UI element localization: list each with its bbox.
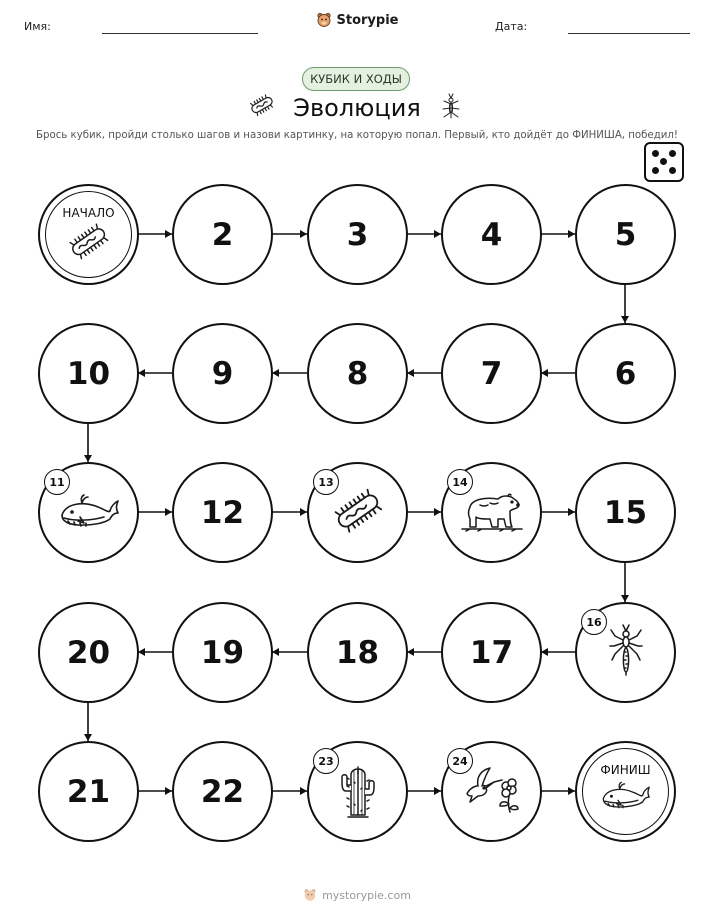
whale-icon: [58, 491, 120, 535]
path-arrow: [541, 648, 575, 656]
cell-number: 8: [346, 355, 369, 392]
board-cell-15[interactable]: [575, 462, 676, 563]
path-arrow: [272, 648, 307, 656]
path-arrow: [407, 787, 441, 795]
cell-number: 22: [200, 773, 245, 810]
path-arrow: [272, 230, 307, 238]
cell-number: 2: [211, 216, 234, 253]
cell-number: 21: [66, 773, 111, 810]
path-arrow: [272, 787, 307, 795]
board-cell-8[interactable]: [307, 323, 408, 424]
page-title: Эволюция: [293, 94, 421, 122]
path-arrow: [407, 230, 441, 238]
path-arrow: [621, 562, 629, 602]
board-cell-start[interactable]: [38, 184, 139, 285]
board-cell-10[interactable]: [38, 323, 139, 424]
board-cell-7[interactable]: [441, 323, 542, 424]
cell-number-badge: 13: [313, 469, 339, 495]
board-cell-22[interactable]: [172, 741, 273, 842]
brand-name: Storypie: [336, 12, 399, 28]
cell-number: 6: [614, 355, 637, 392]
cell-number: 20: [66, 634, 111, 671]
cell-number: 5: [614, 216, 637, 253]
cell-number-badge: 16: [581, 609, 607, 635]
cell-number: 7: [480, 355, 503, 392]
cell-number-badge: 11: [44, 469, 70, 495]
cactus-icon: [338, 761, 378, 823]
cell-number: 4: [480, 216, 503, 253]
cell-number: 10: [66, 355, 111, 392]
board-cell-12[interactable]: [172, 462, 273, 563]
cell-number-badge: 23: [313, 748, 339, 774]
hummingbird-flower-icon: [460, 766, 524, 818]
game-type-tag: КУБИК И ХОДЫ: [302, 67, 410, 91]
start-label: НАЧАЛО: [62, 206, 115, 220]
board-cell-finish[interactable]: [575, 741, 676, 842]
path-arrow: [138, 648, 172, 656]
bacteria-icon: [328, 487, 388, 539]
path-arrow: [407, 648, 441, 656]
path-arrow: [138, 508, 172, 516]
footer: [0, 888, 714, 902]
path-arrow: [541, 369, 575, 377]
finish-label: ФИНИШ: [600, 763, 651, 777]
cell-number: 3: [346, 216, 369, 253]
path-arrow: [84, 423, 92, 462]
board-cell-3[interactable]: [307, 184, 408, 285]
path-arrow: [272, 369, 307, 377]
board-cell-21[interactable]: [38, 741, 139, 842]
board-cell-9[interactable]: [172, 323, 273, 424]
path-arrow: [407, 508, 441, 516]
footer-site: mystorypie.com: [322, 888, 411, 902]
board-cell-17[interactable]: [441, 602, 542, 703]
cell-number: 19: [200, 634, 245, 671]
board-cell-2[interactable]: [172, 184, 273, 285]
date-label: Дата:: [495, 20, 528, 33]
polar-bear-icon: [460, 489, 524, 537]
path-arrow: [621, 284, 629, 323]
brand-mascot-icon: [303, 888, 317, 902]
path-arrow: [138, 369, 172, 377]
cell-number-badge: 24: [447, 748, 473, 774]
cell-number: 15: [603, 494, 648, 531]
instructions-text: Брось кубик, пройди столько шагов и назови картинку, на которую попал. Первый, кто дойдёт до ФИНИША, победил!: [36, 130, 678, 141]
cell-number: 17: [469, 634, 514, 671]
board-cell-20[interactable]: [38, 602, 139, 703]
insect-icon: [608, 622, 644, 684]
path-arrow: [84, 702, 92, 741]
cell-number-badge: 14: [447, 469, 473, 495]
path-arrow: [407, 369, 441, 377]
path-arrow: [138, 787, 172, 795]
name-label: Имя:: [24, 20, 51, 33]
board-cell-6[interactable]: [575, 323, 676, 424]
cell-number: 12: [200, 494, 245, 531]
path-arrow: [272, 508, 307, 516]
board-cell-19[interactable]: [172, 602, 273, 703]
path-arrow: [541, 787, 575, 795]
path-arrow: [541, 230, 575, 238]
whale-icon: [600, 779, 651, 816]
path-arrow: [541, 508, 575, 516]
cell-number: 18: [335, 634, 380, 671]
bacteria-icon: [64, 222, 113, 265]
board-cell-5[interactable]: [575, 184, 676, 285]
path-arrow: [138, 230, 172, 238]
board-cell-18[interactable]: [307, 602, 408, 703]
board-cell-4[interactable]: [441, 184, 542, 285]
cell-number: 9: [211, 355, 234, 392]
